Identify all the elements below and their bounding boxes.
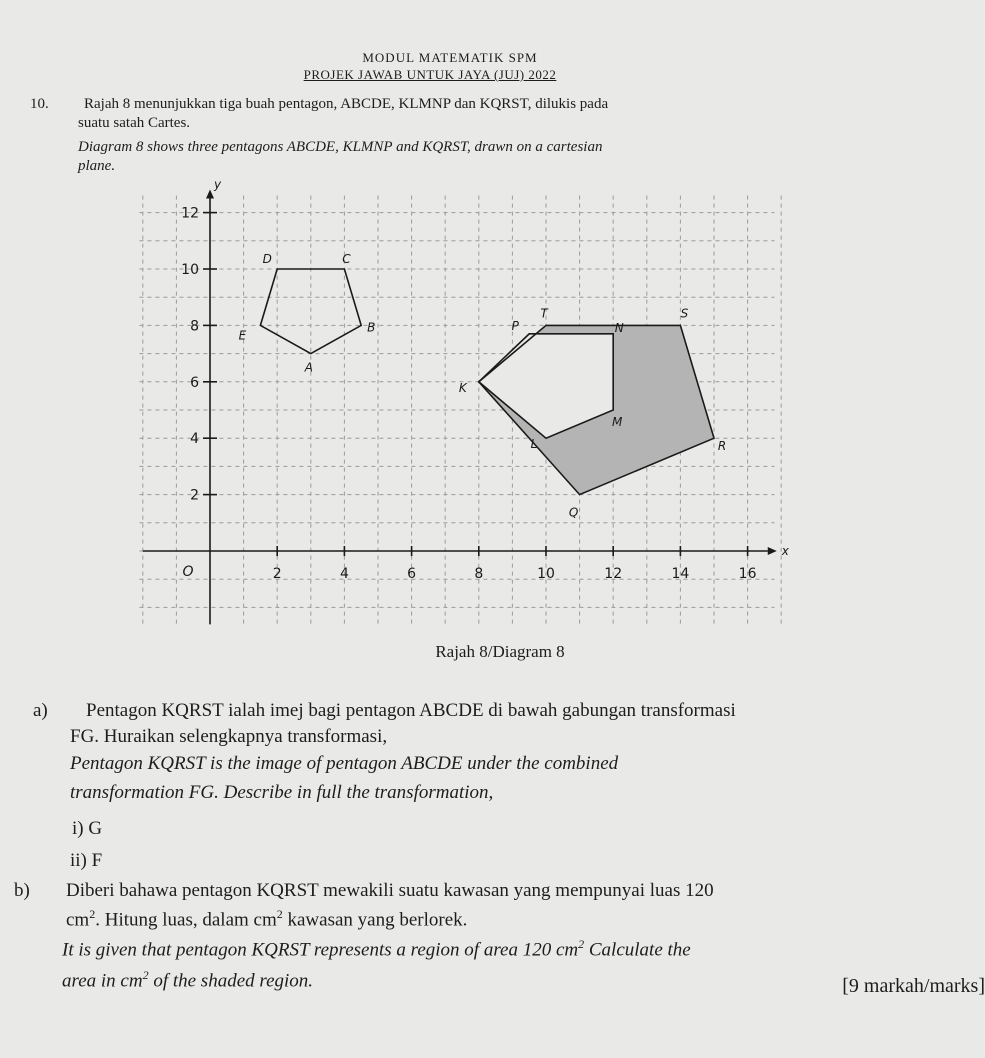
origin-label: O	[182, 564, 194, 580]
module-title: MODUL MATEMATIK SPM	[362, 50, 538, 65]
vertex-label-e: E	[238, 328, 247, 343]
vertex-label-p: P	[511, 318, 519, 333]
x-tick-label: 10	[537, 566, 555, 582]
intro-malay-line1: Rajah 8 menunjukkan tiga buah pentagon, ABCDE, KLMNP dan KQRST, dilukis pada	[84, 96, 609, 112]
x-tick-label: 14	[671, 566, 690, 582]
vertex-label-m: M	[612, 415, 623, 429]
part-a-line1: Pentagon KQRST ialah imej bagi pentagon ABCDE di bawah gabungan transformasi	[86, 700, 736, 721]
x-axis-letter: x	[781, 544, 789, 558]
vertex-label-q: Q	[568, 505, 579, 520]
x-axis-arrowhead	[768, 547, 777, 555]
vertex-label-a: A	[304, 360, 313, 375]
part-a-label: a)	[33, 700, 48, 721]
intro-english-line1: Diagram 8 shows three pentagons ABCDE, KLMNP and KQRST, drawn on a cartesian	[78, 139, 603, 155]
y-tick-label: 4	[190, 431, 199, 448]
intro-english-line2: plane.	[78, 158, 116, 174]
x-tick-label: 16	[738, 566, 757, 582]
part-b-line3: It is given that pentagon KQRST represents a region of area 120 $cm^2$ Calculate the	[62, 937, 691, 961]
part-a-line2: FG. Huraikan selengkapnya transformasi,	[70, 726, 388, 747]
vertex-label-s: S	[680, 306, 689, 321]
shaded-region	[479, 325, 714, 494]
marks-allocation: [9 markah/marks]	[842, 975, 985, 997]
x-tick-label: 4	[339, 566, 349, 582]
vertex-label-k: K	[458, 380, 467, 395]
y-tick-label: 8	[190, 318, 199, 335]
vertex-label-d: D	[262, 252, 272, 266]
part-b-line4: area in $cm^2$ of the shaded region.	[62, 968, 314, 992]
y-tick-label: 6	[190, 374, 199, 391]
part-b-line2: $cm^2$. Hitung luas, dalam $cm^2$ kawasan yang berlorek.	[66, 907, 468, 931]
project-subtitle: PROJEK JAWAB UNTUK JAYA (JUJ) 2022	[303, 67, 557, 82]
part-a-line3: Pentagon KQRST is the image of pentagon ABCDE under the combined	[70, 753, 619, 774]
vertex-label-l: L	[530, 437, 538, 452]
y-tick-label: 10	[181, 262, 199, 278]
vertex-label-r: R	[717, 439, 727, 454]
vertex-label-c: C	[342, 252, 351, 266]
x-tick-label: 8	[474, 566, 484, 582]
diagram-caption: Rajah 8/Diagram 8	[435, 642, 565, 661]
x-tick-label: 12	[604, 566, 623, 582]
y-tick-label: 12	[181, 205, 199, 222]
part-b-line1: Diberi bahawa pentagon KQRST mewakili suatu kawasan yang mempunyai luas 120	[66, 880, 714, 901]
x-tick-label: 6	[407, 566, 417, 582]
y-axis-letter: y	[214, 177, 222, 192]
part-a-sub-f: ii) F	[70, 850, 103, 871]
intro-malay-line2: suatu satah Cartes.	[78, 115, 191, 131]
vertex-label-n: N	[614, 320, 624, 335]
x-tick-label: 2	[272, 566, 282, 582]
vertex-label-t: T	[540, 306, 548, 321]
question-number: 10.	[30, 96, 49, 112]
y-tick-label: 2	[190, 487, 199, 504]
y-axis-arrowhead	[206, 190, 214, 199]
vertex-label-b: B	[367, 320, 376, 335]
part-a-sub-g: i) G	[72, 818, 103, 839]
part-b-label: b)	[14, 880, 30, 901]
part-a-line4: transformation FG. Describe in full the transformation,	[70, 782, 494, 803]
